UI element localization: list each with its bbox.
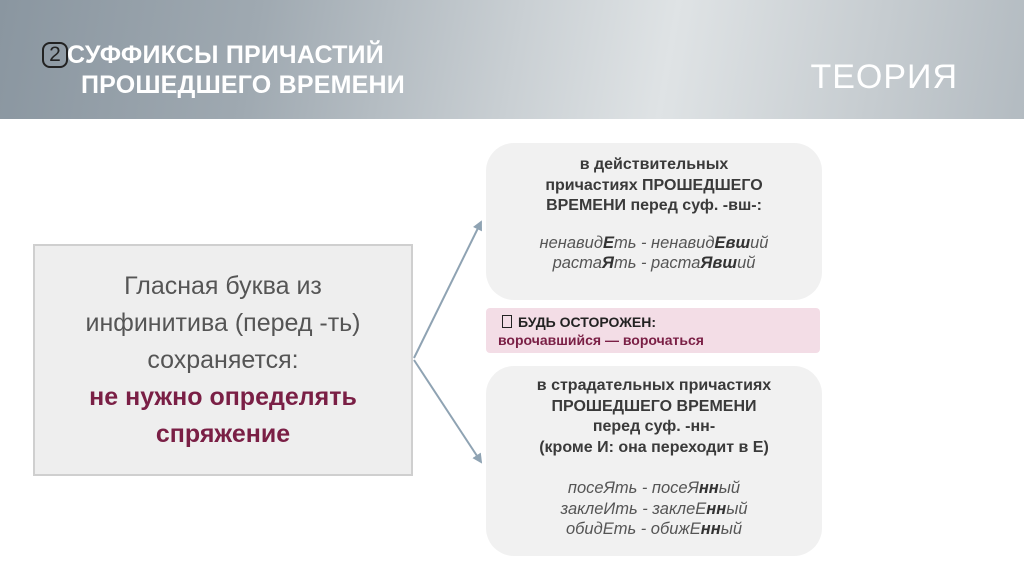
rule-accent-line1: не нужно определять bbox=[89, 382, 357, 411]
rule-line1: Гласная буква из bbox=[124, 271, 322, 300]
passive-head-line1: в страдательных причастиях bbox=[536, 377, 772, 394]
slide-number-badge: 2 bbox=[42, 42, 68, 68]
arrow-up bbox=[414, 222, 481, 358]
section-label: ТЕОРИЯ bbox=[810, 58, 958, 96]
warning-example: ворочавшийся — ворочаться bbox=[498, 332, 704, 348]
rule-accent-line2: спряжение bbox=[155, 419, 291, 448]
arrow-down bbox=[414, 360, 481, 462]
active-example-2: растаЯть - растаЯвший bbox=[552, 254, 756, 272]
passive-head-line4: (кроме И: она переходит в Е) bbox=[539, 438, 769, 456]
slide-title-line2: ПРОШЕДШЕГО ВРЕМЕНИ bbox=[81, 71, 405, 99]
active-example-1: ненавидЕть - ненавидЕвший bbox=[539, 233, 769, 252]
warning-box bbox=[486, 308, 820, 353]
active-head-line1: в действительных bbox=[579, 156, 729, 173]
slide-title-line1: СУФФИКСЫ ПРИЧАСТИЙ bbox=[67, 41, 384, 69]
passive-example-2: заклеИть - заклеЕнный bbox=[560, 499, 748, 518]
rule-line2: инфинитива (перед -ть) bbox=[85, 308, 361, 337]
passive-example-1: посеЯть - посеЯнный bbox=[567, 479, 741, 497]
warning-icon bbox=[502, 315, 512, 328]
active-head-line2: причастиях ПРОШЕДШЕГО bbox=[545, 176, 763, 194]
active-head-line3: ВРЕМЕНИ перед суф. -вш-: bbox=[546, 197, 762, 214]
active-participles-card bbox=[486, 143, 822, 300]
rule-line3: сохраняется: bbox=[147, 345, 299, 374]
passive-participles-card bbox=[486, 366, 822, 556]
passive-head-line3: перед суф. -нн- bbox=[592, 418, 716, 435]
passive-example-3: обидЕть - обижЕнный bbox=[565, 520, 743, 538]
warning-title: БУДЬ ОСТОРОЖЕН: bbox=[518, 314, 657, 330]
passive-head-line2: ПРОШЕДШЕГО ВРЕМЕНИ bbox=[551, 397, 757, 415]
